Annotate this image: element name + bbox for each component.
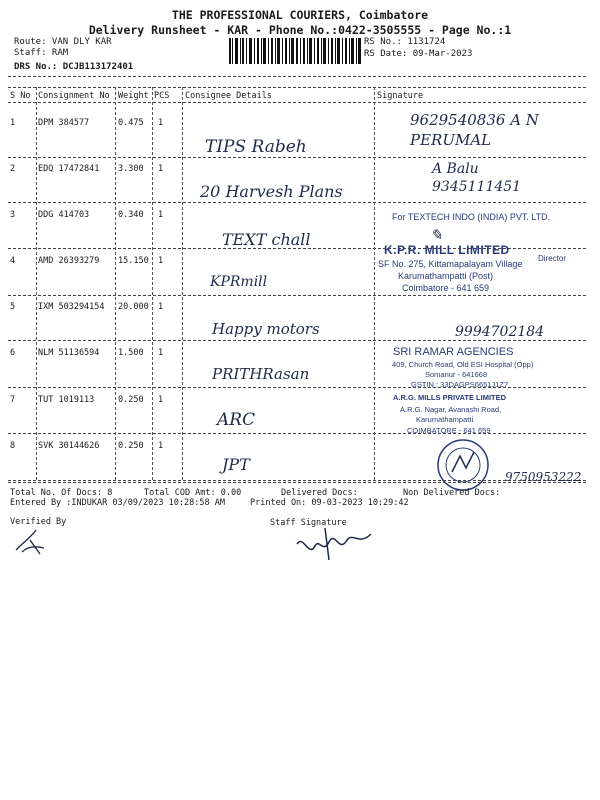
rule-row-2	[8, 202, 586, 203]
rule-row-4	[8, 295, 586, 296]
col-header-consignment: Consignment No	[38, 91, 110, 101]
row-5-consignment: IXM 503294154	[38, 302, 105, 312]
textech-signature-mark: ✎	[430, 226, 443, 244]
row-3-consignee: TEXT chall	[222, 230, 311, 249]
row-7-consignment: TUT 1019113	[38, 395, 95, 405]
verified-by-label: Verified By	[10, 517, 67, 527]
staff-label: Staff: RAM	[14, 48, 69, 58]
kpr-stamp-address1: SF No. 275, Kittamapalayam Village	[378, 259, 523, 269]
row-4-pcs: 1	[158, 256, 164, 266]
row-1-weight: 0.475	[118, 118, 144, 128]
col-sep-5	[374, 87, 375, 480]
row-2-signature: A Balu 9345111451	[432, 161, 522, 195]
row-2-consignee: 20 Harvesh Plans	[200, 182, 343, 201]
row-1-signature: 9629540836 A N PERUMAL	[410, 111, 539, 149]
row-5-pcs: 1	[158, 302, 164, 312]
ramar-stamp-gstin: GSTIN : 33DAGPS6651J1Z7	[411, 380, 509, 389]
ramar-stamp-address2: Somanur - 641668	[425, 370, 488, 379]
ramar-stamp-name: SRI RAMAR AGENCIES	[393, 346, 514, 358]
col-sep-1	[36, 87, 37, 480]
row-6-weight: 1.500	[118, 348, 144, 358]
rule-header-bottom	[8, 102, 586, 103]
arg-stamp-address3: COIMBATORE - 641 659	[407, 426, 491, 435]
col-header-consignee: Consignee Details	[185, 91, 272, 101]
row-1-consignee: TIPS Rabeh	[205, 137, 307, 157]
kpr-stamp-address3: Coimbatore - 641 659	[402, 283, 490, 293]
row-7-pcs: 1	[158, 395, 164, 405]
col-header-pcs: PCS	[154, 91, 170, 101]
row-3-consignment: DDG 414703	[38, 210, 90, 220]
row-5-consignee: Happy motors	[212, 320, 320, 338]
rule-row-7	[8, 433, 586, 434]
col-sep-4	[182, 87, 183, 480]
kpr-stamp-address2: Karumathampatti (Post)	[398, 271, 494, 281]
row-3-pcs: 1	[158, 210, 164, 220]
sheet-title: Delivery Runsheet - KAR - Phone No.:0422-3505555 - Page No.:1	[88, 23, 512, 37]
row-6-sno: 6	[10, 348, 16, 358]
row-8-sno: 8	[10, 441, 16, 451]
row-8-consignee: JPT	[222, 455, 250, 474]
barcode-image	[229, 38, 361, 64]
textech-director: Director	[538, 254, 567, 263]
row-4-weight: 15.150	[118, 256, 149, 266]
row-2-pcs: 1	[158, 164, 164, 174]
round-seal-stamp	[436, 438, 490, 492]
delivered-docs: Delivered Docs:	[281, 488, 358, 498]
ramar-stamp-address1: 409, Church Road, Old ESI Hospital (Opp)	[392, 360, 534, 369]
drs-number: DRS No.: DCJB113172401	[14, 62, 134, 72]
rule-row-8	[8, 480, 586, 481]
col-header-signature: Signature	[377, 91, 424, 101]
staff-signature-label: Staff Signature	[270, 518, 347, 528]
textech-stamp: For TEXTECH INDO (INDIA) PVT. LTD.	[392, 212, 551, 222]
row-4-sno: 4	[10, 256, 16, 266]
row-3-sno: 3	[10, 210, 16, 220]
row-7-sno: 7	[10, 395, 16, 405]
col-header-weight: Weight	[118, 91, 149, 101]
non-delivered-docs: Non Delivered Docs:	[403, 488, 501, 498]
col-sep-3	[152, 87, 153, 480]
row-7-consignee: ARC	[217, 410, 256, 430]
company-title: THE PROFESSIONAL COURIERS, Coimbatore	[171, 8, 429, 22]
verified-signature	[14, 528, 54, 556]
verified-signature-scribble	[14, 528, 54, 556]
entered-by: Entered By :INDUKAR 03/09/2023 10:28:58 AM	[10, 498, 225, 508]
row-3-weight: 0.340	[118, 210, 144, 220]
rule-row-5	[8, 340, 586, 341]
arg-stamp-address1: A.R.G. Nagar, Avanashi Road,	[400, 405, 502, 414]
row-2-consignment: EDQ 17472841	[38, 164, 100, 174]
row-6-pcs: 1	[158, 348, 164, 358]
row-4-consignment: AMD 26393279	[38, 256, 100, 266]
row-5-signature: 9994702184	[455, 324, 545, 340]
arg-stamp-name: A.R.G. MILLS PRIVATE LIMITED	[393, 393, 507, 402]
row-8-weight: 0.250	[118, 441, 144, 451]
total-cod: Total COD Amt: 0.00	[144, 488, 242, 498]
row-8-consignment: SVK 30144626	[38, 441, 100, 451]
staff-signature-scribble	[295, 524, 375, 564]
rs-number: RS No.: 1131724	[364, 37, 446, 47]
row-4-consignee: KPRmill	[210, 274, 268, 290]
kpr-stamp-name: K.P.R. MILL LIMITED	[384, 243, 510, 257]
row-7-weight: 0.250	[118, 395, 144, 405]
row-1-pcs: 1	[158, 118, 164, 128]
row-5-sno: 5	[10, 302, 16, 312]
row-1-consignment: DPM 384577	[38, 118, 90, 128]
row-2-sno: 2	[10, 164, 16, 174]
round-seal-graphic	[436, 438, 490, 492]
arg-stamp-address2: Karumathampatti	[416, 415, 474, 424]
row-2-weight: 3.300	[118, 164, 144, 174]
row-6-consignee: PRITHRasan	[212, 365, 310, 383]
staff-signature	[295, 524, 375, 564]
barcode-graphic	[229, 38, 361, 64]
route-label: Route: VAN DLY KAR	[14, 37, 112, 47]
rule-top	[8, 76, 586, 77]
col-sep-2	[115, 87, 116, 480]
row-1-sno: 1	[10, 118, 16, 128]
row-8-pcs: 1	[158, 441, 164, 451]
col-header-sno: S No	[10, 91, 31, 101]
rule-top2	[8, 87, 586, 88]
row-8-signature: 9750953222	[505, 470, 582, 484]
printed-on: Printed On: 09-03-2023 10:29:42	[250, 498, 409, 508]
row-5-weight: 20.000	[118, 302, 149, 312]
total-docs: Total No. Of Docs: 8	[10, 488, 113, 498]
row-6-consignment: NLM 51136594	[38, 348, 100, 358]
rule-totals-top	[8, 482, 586, 483]
rule-row-1	[8, 157, 586, 158]
rs-date: RS Date: 09-Mar-2023	[364, 49, 473, 59]
